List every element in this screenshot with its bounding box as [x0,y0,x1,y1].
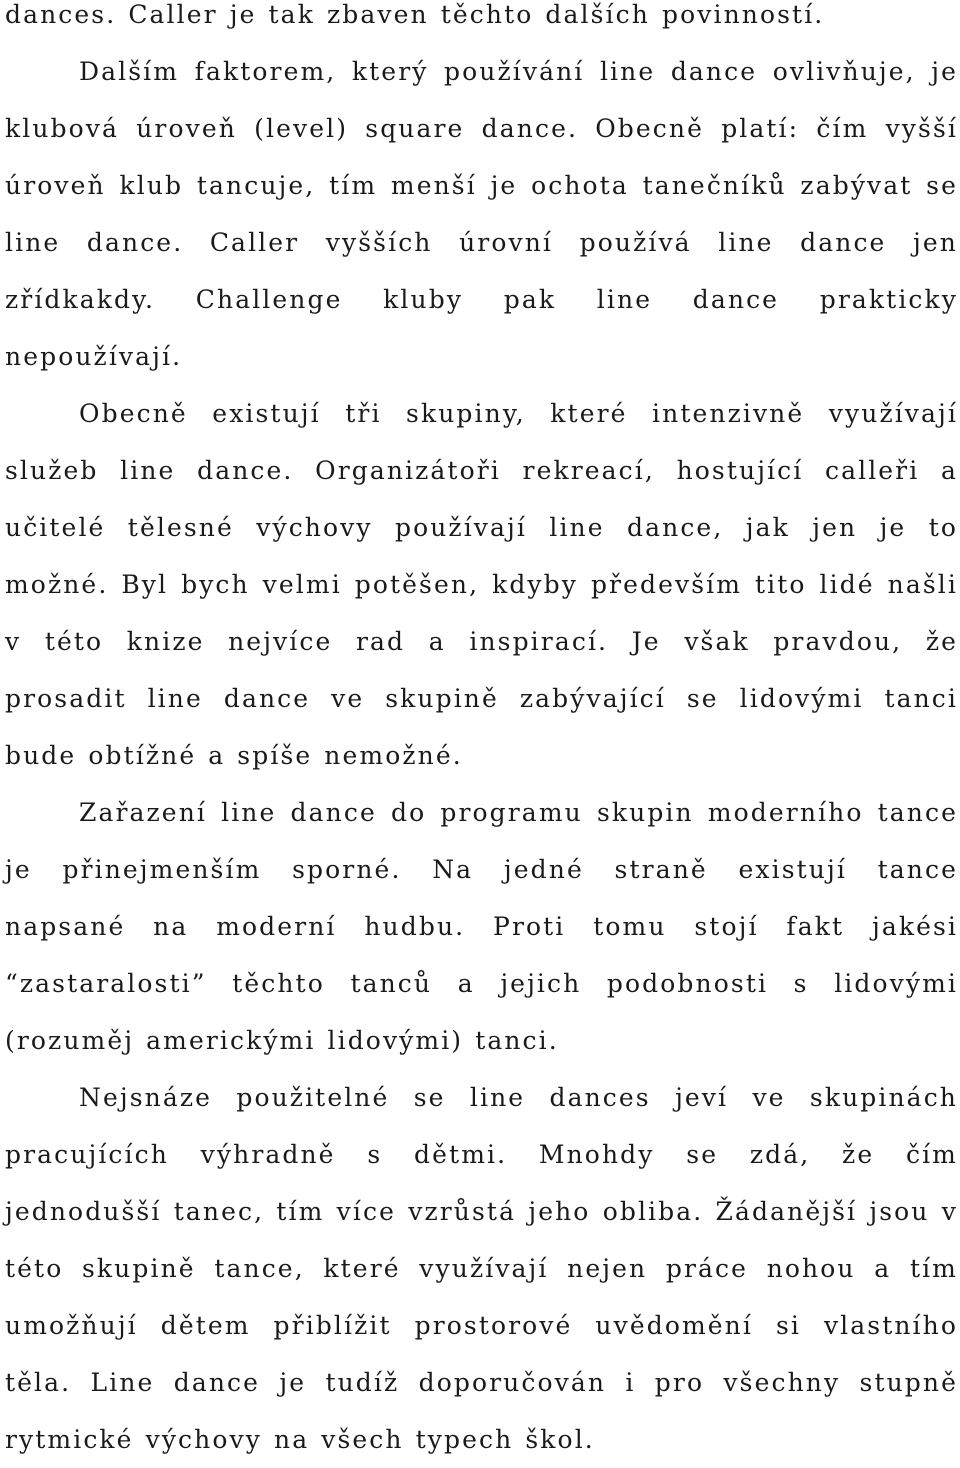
paragraph-modern-dance: Zařazení line dance do programu skupin moderního tance je přinejmenším sporné. Na jedné straně existují tance napsané na moderní hudbu. Proti tomu stojí fakt jakési “zastaralosti” těchto tanců a jejich podobnosti s lidovými (rozuměj americkými lidovými) tanci. [5,798,958,1055]
paragraph-club-level: Dalším faktorem, který používání line dance ovlivňuje, je klubová úroveň (level) square dance. Obecně platí: čím vyšší úroveň klub tancuje, tím menší je ochota tanečníků zabývat se line dance. Caller vyšších úrovní používá line dance jen zřídkakdy. Challenge kluby pak line dance prakticky nepoužívají. [5,57,958,371]
paragraph-children: Nejsnáze použitelné se line dances jeví ve skupinách pracujících výhradně s dětmi. Mnohdy se zdá, že čím jednodušší tanec, tím více vzrůstá jeho obliba. Žádanější jsou v této skupině tance, které využívají nejen práce nohou a tím umožňují dětem přiblížit prostorové uvědomění si vlastního těla. Line dance je tudíž doporučován i pro všechny stupně rytmické výchovy na všech typech škol. [5,1083,958,1454]
paragraph-user-groups: Obecně existují tři skupiny, které intenzivně využívají služeb line dance. Organizátoři rekreací, hostující calleři a učitelé tělesné výchovy používají line dance, jak jen je to možné. Byl bych velmi potěšen, kdyby především tito lidé našli v této knize nejvíce rad a inspirací. Je však pravdou, že prosadit line dance ve skupině zabývající se lidovými tanci bude obtížné a spíše nemožné. [5,399,958,770]
paragraph-continuation: dances. Caller je tak zbaven těchto dalších povinností. [5,0,825,29]
